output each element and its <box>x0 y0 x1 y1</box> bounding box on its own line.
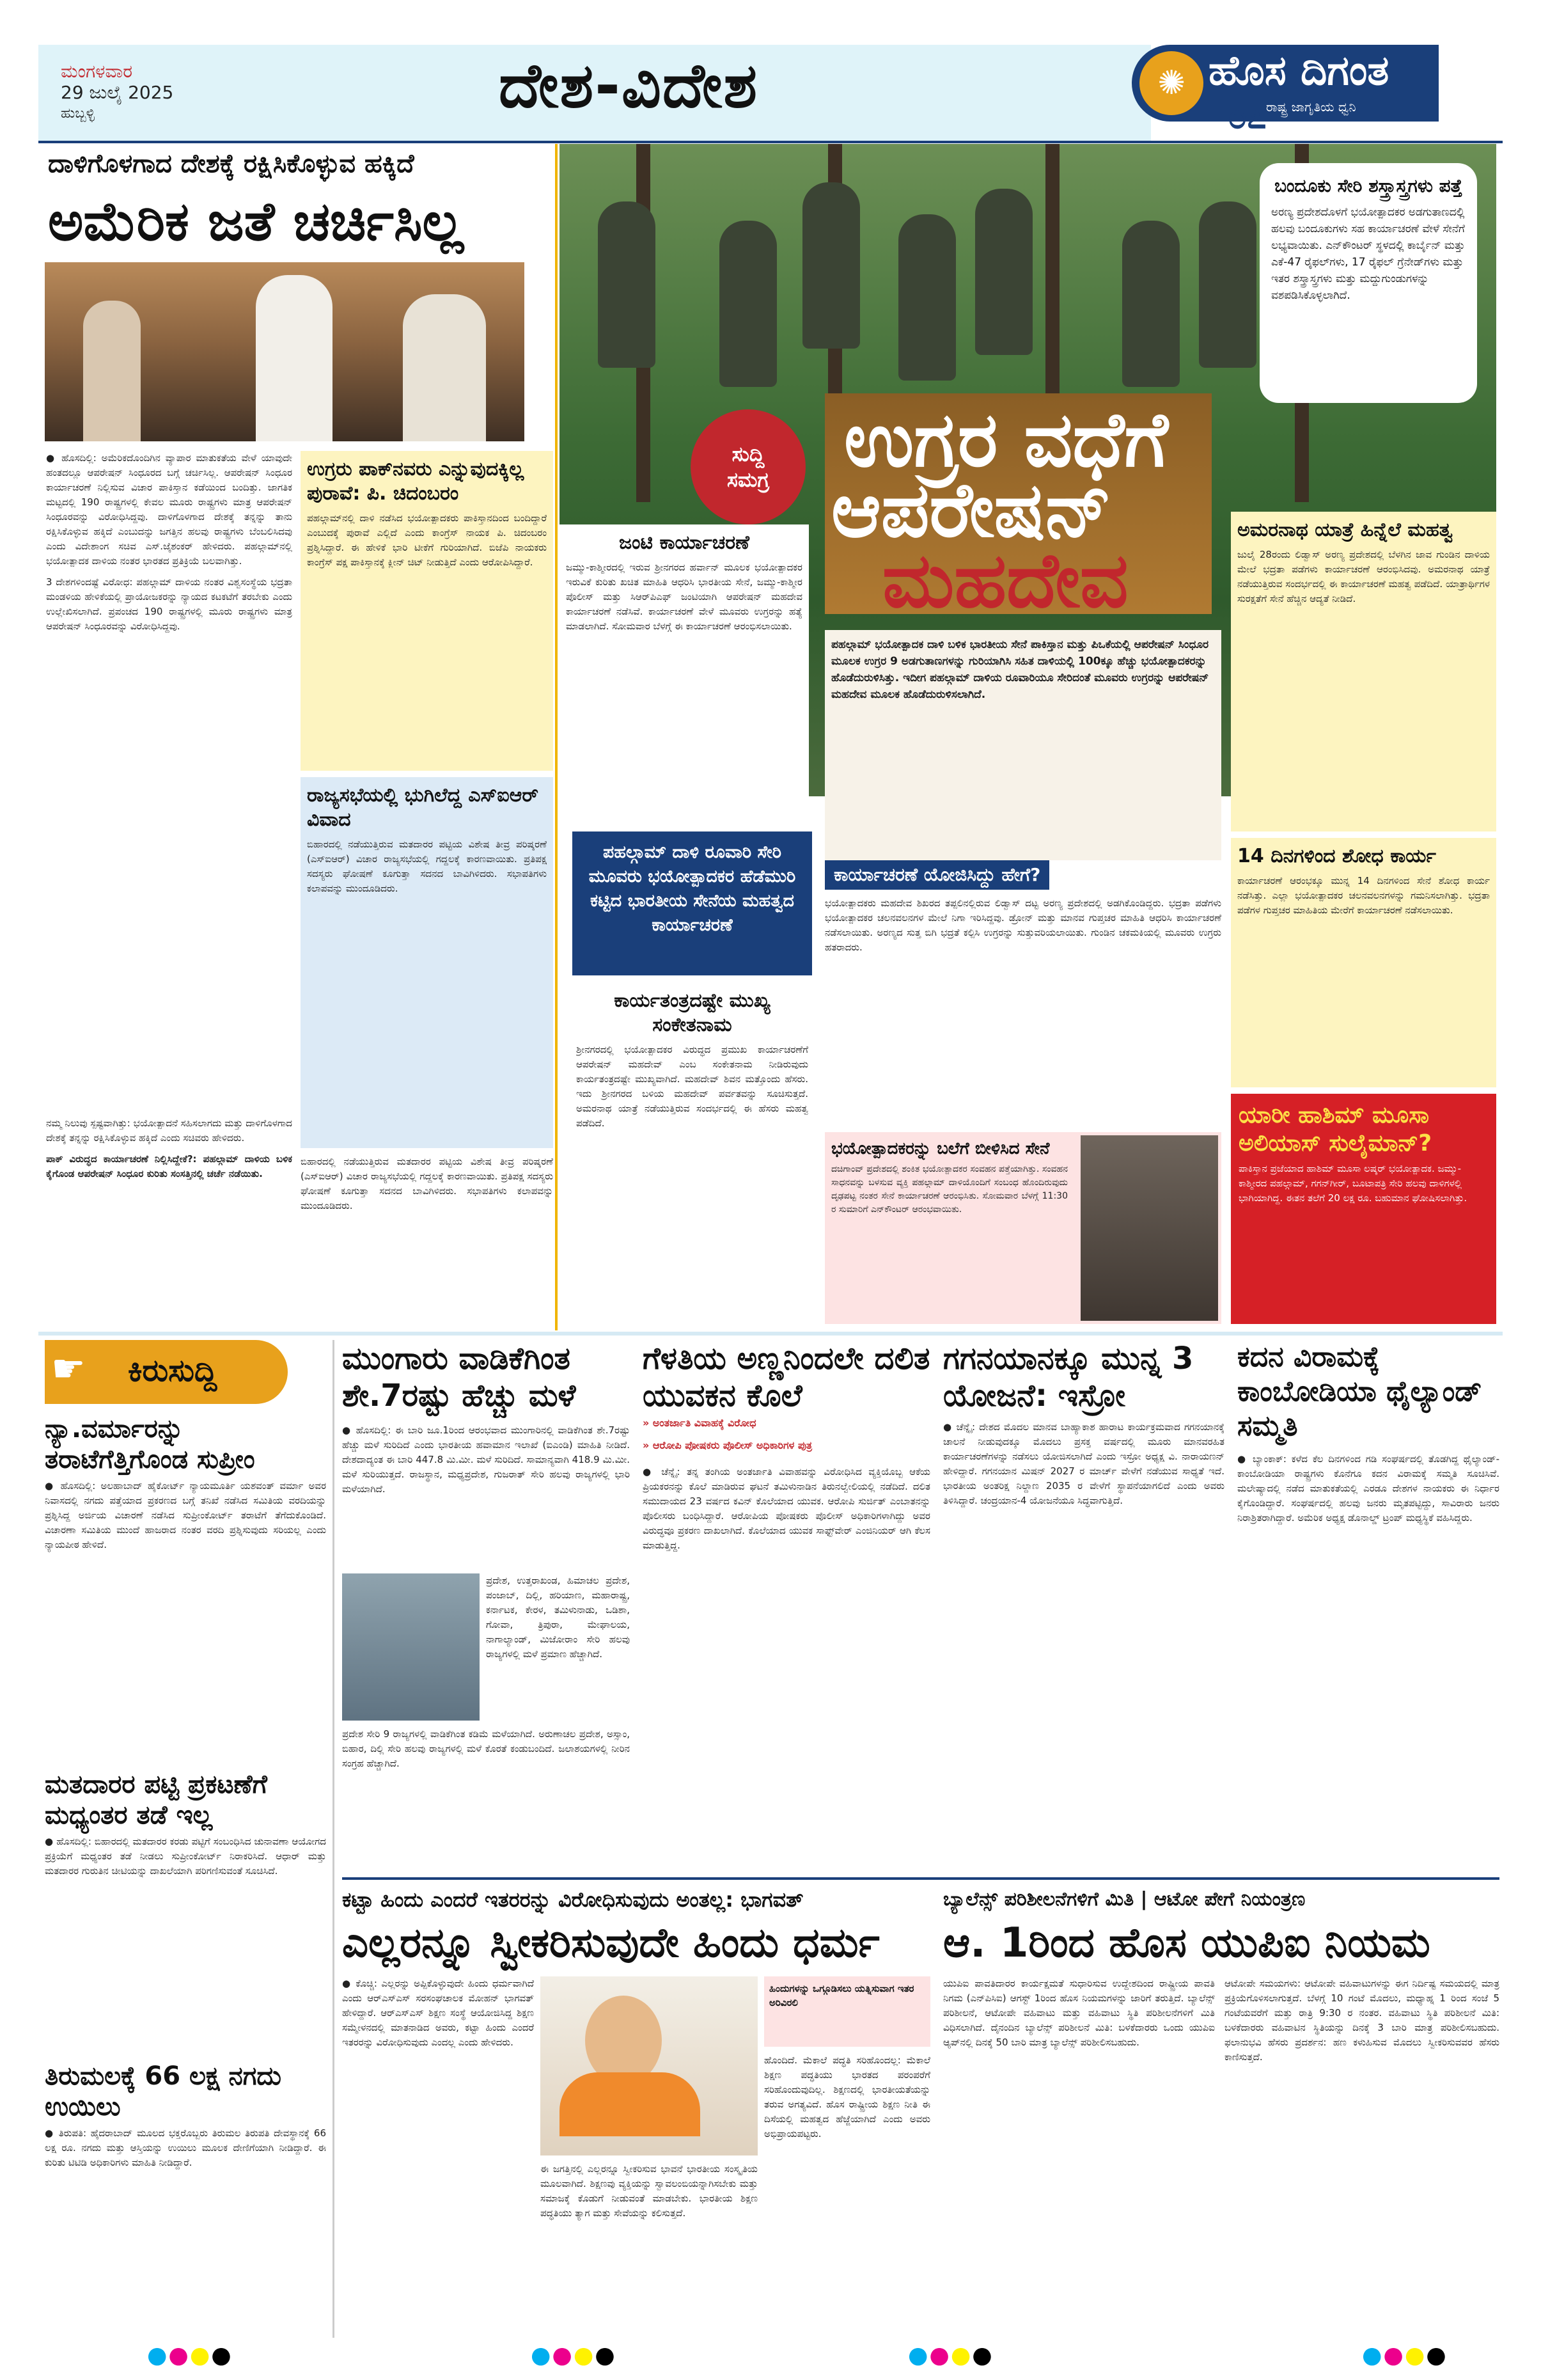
isro-headline: ಗಗನಯಾನಕ್ಕೂ ಮುನ್ನ 3 ಯೋಜನೆ: ಇಸ್ರೋ <box>943 1341 1194 1414</box>
upi-body2: ಆಟೋಪೇ ಸಮಯಗಳು: ಆಟೋಪೇ ವಹಿವಾಟುಗಳನ್ನು ಈಗ ನಿರ್ದಿಷ್ಟ ಸಮಯದಲ್ಲಿ ಮಾತ್ರ ಪ್ರಕ್ರಿಯೆಗೊಳಿಸಲಾಗುತ್ತದೆ. ಬೆಳಗ್ಗೆ 10 ಗಂಟೆ ಮೊದಲು, ಮಧ್ಯಾಹ್ನ 1 ರಿಂದ ಸಂಜೆ 5 ಗಂಟೆಯವರೆಗೆ ಮತ್ತು ರಾತ್ರಿ 9:30 ರ ನಂತರ. ವಹಿವಾಟು ಸ್ಥಿತಿ ಪರಿಶೀಲನೆ ಮಿತಿ: ಬಳಕೆದಾರರು ವಹಿವಾಟಿನ ಸ್ಥಿತಿಯನ್ನು ದಿನಕ್ಕೆ 3 ಬಾರಿ ಮಾತ್ರ ಪರಿಶೀಲಿಸಬಹುದು. ಫಲಾನುಭವಿ ಹೆಸರು ಪ್ರದರ್ಶನ: ಹಣ ಕಳುಹಿಸುವ ಮೊದಲು ಸ್ವೀಕರಿಸುವವರ ಹೆಸರು ಕಾಣಿಸುತ್ತದೆ. <box>1224 1978 1499 2063</box>
chidambaram-headline: ಉಗ್ರರು ಪಾಕ್‌ನವರು ಎನ್ನುವುದಕ್ಕಿಲ್ಲ ಪುರಾವೆ: ಪಿ. ಚಿದಂಬರಂ <box>307 458 524 505</box>
encounter-body: ದಚಿಗಾಂವ್ ಪ್ರದೇಶದಲ್ಲಿ ಶಂಕಿತ ಭಯೋತ್ಪಾದಕರ ಸಂವಹನ ಪತ್ತೆಯಾಗಿತ್ತು. ಸಂವಹನ ಸಾಧನವನ್ನು ಬಳಸುವ ವ್ಯಕ್ತಿ ಪಹಲ್ಗಾಮ್ ದಾಳಿಯೊಂದಿಗೆ ಸಂಬಂಧ ಹೊಂದಿರುವುದು ದೃಢಪಟ್ಟ ನಂತರ ಸೇನೆ ಕಾರ್ಯಾಚರಣೆ ಆರಂಭಿಸಿತು. ಸೋಮವಾರ ಬೆಳಗ್ಗೆ 11:30 ರ ಸುಮಾರಿಗೆ ಎನ್‌ಕೌಂಟರ್ ಆರಂಭವಾಯಿತು. <box>831 1164 1068 1215</box>
column-rule <box>332 1340 334 2338</box>
dalit-sub1-text: ಅಂತರ್ಜಾತಿ ವಿವಾಹಕ್ಕೆ ವಿರೋಧ <box>652 1417 756 1429</box>
amarnath-headline: ಅಮರನಾಥ ಯಾತ್ರೆ ಹಿನ್ನೆಲೆ ಮಹತ್ವ <box>1237 519 1453 541</box>
joint-op-box <box>559 524 809 831</box>
bhagwat-kicker: ಕಟ್ಟಾ ಹಿಂದು ಎಂದರೆ ಇತರರನ್ನು ವಿರೋಧಿಸುವುದು ಅಂತಲ್ಲ: ಭಾಗವತ್ <box>342 1887 804 1912</box>
kiru-s2-body: ● ಹೊಸದಿಲ್ಲಿ: ಬಿಹಾರದಲ್ಲಿ ಮತದಾರರ ಕರಡು ಪಟ್ಟಿಗೆ ಸಂಬಂಧಿಸಿದ ಚುನಾವಣಾ ಆಯೋಗದ ಪ್ರಕ್ರಿಯೆಗೆ ಮಧ್ಯಂತರ ತಡೆ ನೀಡಲು ಸುಪ್ರೀಂಕೋರ್ಟ್ ನಿರಾಕರಿಸಿದೆ. ಆಧಾರ್ ಮತ್ತು ಮತದಾರರ ಗುರುತಿನ ಚೀಟಿಯನ್ನು ದಾಖಲೆಯಾಗಿ ಪರಿಗಣಿಸುವಂತೆ ಸೂಚಿಸಿದೆ. <box>45 1836 326 1877</box>
registration-marks-4: ●●●● <box>1362 2342 1448 2368</box>
suddi-samagra-badge <box>691 409 806 524</box>
lead-body-p1: ● ಹೊಸದಿಲ್ಲಿ: ಅಮೆರಿಕದೊಂದಿಗಿನ ವ್ಯಾಪಾರ ಮಾತುಕತೆಯ ವೇಳೆ ಯಾವುದೇ ಹಂತದಲ್ಲೂ ಆಪರೇಷನ್ ಸಿಂಧೂರದ ಬಗ್ಗೆ ಚರ್ಚಿಸಿಲ್ಲ. ಆಪರೇಷನ್ ಸಿಂಧೂರ ಕಾರ್ಯಾಚರಣೆ ನಿಲ್ಲಿಸುವ ವಿಚಾರ ಪಾಕಿಸ್ತಾನ ಕಡೆಯಿಂದ ಬಂದಿತ್ತು. ಜಾಗತಿಕ ಮಟ್ಟದಲ್ಲಿ 190 ರಾಷ್ಟ್ರಗಳಲ್ಲಿ ಕೇವಲ ಮೂರು ರಾಷ್ಟ್ರಗಳು ಮಾತ್ರ ಆಪರೇಷನ್ ಸಿಂಧೂರವನ್ನು ವಿರೋಧಿಸಿದ್ದವು. ದಾಳಿಗೊಳಗಾದ ದೇಶಕ್ಕೆ ತನ್ನನ್ನು ತಾನು ರಕ್ಷಿಸಿಕೊಳ್ಳುವ ಹಕ್ಕಿದೆ ಎಂಬುದನ್ನು ಜಗತ್ತಿನ ಹಲವು ರಾಷ್ಟ್ರಗಳು ಬೆಂಬಲಿಸಿದವು ಎಂದು ವಿದೇಶಾಂಗ ಸಚಿವ ಎಸ್.ಜೈಶಂಕರ್ ಹೇಳಿದರು. ಪಹಲ್ಗಾಮ್‌ನಲ್ಲಿ ಭಯೋತ್ಪಾದಕ ದಾಳಿಯ ನಂತರ ಭಾರತದ ಪ್ರತಿಕ್ರಿಯೆ ಬಲವಾಗಿತ್ತು. <box>46 452 292 567</box>
masthead-rule <box>38 141 1503 143</box>
chidambaram-box <box>301 451 553 771</box>
dalit-sub1: » ಅಂತರ್ಜಾತಿ ವಿವಾಹಕ್ಕೆ ವಿರೋಧ <box>643 1417 756 1429</box>
hashim-body: ಪಾಕಿಸ್ತಾನ ಪ್ರಜೆಯಾದ ಹಾಶಿಮ್ ಮೂಸಾ ಲಷ್ಕರ್ ಭಯೋತ್ಪಾದಕ. ಜಮ್ಮು-ಕಾಶ್ಮೀರದ ಪಹಲ್ಗಾಮ್, ಗಗನ್‌ಗೀರ್, ಬೂಟಾಪತ್ರಿ ಸೇರಿ ಹಲವು ದಾಳಿಗಳಲ್ಲಿ ಭಾಗಿಯಾಗಿದ್ದ. ಈತನ ತಲೆಗೆ 20 ಲಕ್ಷ ರೂ. ಬಹುಮಾನ ಘೋಷಿಸಲಾಗಿತ್ತು. <box>1239 1163 1467 1204</box>
weapons-found-headline: ಬಂದೂಕು ಸೇರಿ ಶಸ್ತ್ರಾಸ್ತ್ರಗಳು ಪತ್ತೆ <box>1274 175 1462 196</box>
plan-body: ಭಯೋತ್ಪಾದಕರು ಮಹದೇವ ಶಿಖರದ ತಪ್ಪಲಿನಲ್ಲಿರುವ ಲಿಡ್ವಾಸ್ ದಟ್ಟ ಅರಣ್ಯ ಪ್ರದೇಶದಲ್ಲಿ ಅಡಗಿಕೊಂಡಿದ್ದರು. ಭದ್ರತಾ ಪಡೆಗಳು ಭಯೋತ್ಪಾದಕರ ಚಲನವಲನಗಳ ಮೇಲೆ ನಿಗಾ ಇರಿಸಿದ್ದವು. ಡ್ರೋನ್ ಮತ್ತು ಮಾನವ ಗುಪ್ತಚರ ಮಾಹಿತಿ ಆಧರಿಸಿ ಕಾರ್ಯಾಚರಣೆ ನಡೆಸಲಾಯಿತು. ಅರಣ್ಯದ ಸುತ್ತ ಬಿಗಿ ಭದ್ರತೆ ಕಲ್ಪಿಸಿ ಉಗ್ರರನ್ನು ಸುತ್ತುವರಿಯಲಾಯಿತು. ಗುಂಡಿನ ಚಕಮಕಿಯಲ್ಲಿ ಮೂವರು ಉಗ್ರರು ಹತರಾದರು. <box>825 897 1221 953</box>
kiru-s1-body: ● ಹೊಸದಿಲ್ಲಿ: ಅಲಹಾಬಾದ್ ಹೈಕೋರ್ಟ್ ನ್ಯಾಯಮೂರ್ತಿ ಯಶವಂತ್ ವರ್ಮಾ ಅವರ ನಿವಾಸದಲ್ಲಿ ನಗದು ಪತ್ತೆಯಾದ ಪ್ರಕರಣದ ಬಗ್ಗೆ ತನಿಖೆ ನಡೆಸಿದ ಸಮಿತಿಯ ವರದಿಯನ್ನು ಪ್ರಶ್ನಿಸಿದ್ದ ಅರ್ಜಿಯ ವಿಚಾರಣೆ ನಡೆಸಿದ ಸುಪ್ರೀಂಕೋರ್ಟ್ ತರಾಟೆಗೆ ತೆಗೆದುಕೊಂಡಿದೆ. ವಿಚಾರಣಾ ಸಮಿತಿಯ ಮುಂದೆ ಹಾಜರಾದ ನಂತರ ವರದಿ ಪ್ರಶ್ನಿಸುವುದು ಸರಿಯಲ್ಲ ಎಂದು ನ್ಯಾಯಪೀಠ ಹೇಳಿದೆ. <box>45 1480 326 1550</box>
bhagwat-body3: ಹೊಂದಿದೆ. ಮೆಕಾಲೆ ಪದ್ಧತಿ ಸರಿಹೊಂದಲ್ಲ: ಮೆಕಾಲೆ ಶಿಕ್ಷಣ ಪದ್ಧತಿಯು ಭಾರತದ ಪರಂಪರೆಗೆ ಸರಿಹೊಂದುವುದಿಲ್ಲ. ಶಿಕ್ಷಣದಲ್ಲಿ ಭಾರತೀಯತೆಯನ್ನು ತರುವ ಅಗತ್ಯವಿದೆ. ಹೊಸ ರಾಷ್ಟ್ರೀಯ ಶಿಕ್ಷಣ ನೀತಿ ಈ ದಿಸೆಯಲ್ಲಿ ಮಹತ್ವದ ಹೆಜ್ಜೆಯಾಗಿದೆ ಎಂದು ಅವರು ಅಭಿಪ್ರಾಯಪಟ್ಟರು. <box>764 2054 930 2140</box>
monsoon-body3: ಪ್ರದೇಶ ಸೇರಿ 9 ರಾಜ್ಯಗಳಲ್ಲಿ ವಾಡಿಕೆಗಿಂತ ಕಡಿಮೆ ಮಳೆಯಾಗಿದೆ. ಅರುಣಾಚಲ ಪ್ರದೇಶ, ಅಸ್ಸಾಂ, ಬಿಹಾರ, ದಿಲ್ಲಿ ಸೇರಿ ಹಲವು ರಾಜ್ಯಗಳಲ್ಲಿ ಮಳೆ ಕೊರತೆ ಕಂಡುಬಂದಿದೆ. ಜಲಾಶಯಗಳಲ್ಲಿ ನೀರಿನ ಸಂಗ್ರಹ ಹೆಚ್ಚಾಗಿದೆ. <box>342 1728 630 1769</box>
hero-title-line3: ಮಹದೇವ <box>882 536 1129 624</box>
monsoon-body2: ಪ್ರದೇಶ, ಉತ್ತರಾಖಂಡ, ಹಿಮಾಚಲ ಪ್ರದೇಶ, ಪಂಜಾಬ್, ದಿಲ್ಲಿ, ಹರಿಯಾಣ, ಮಹಾರಾಷ್ಟ್ರ, ಕರ್ನಾಟಕ, ಕೇರಳ, ತಮಿಳುನಾಡು, ಒಡಿಶಾ, ಗೋವಾ, ತ್ರಿಪುರಾ, ಮೇಘಾಲಯ, ನಾಗಾಲ್ಯಾಂಡ್, ಮಿಜೋರಾಂ ಸೇರಿ ಹಲವು ರಾಜ್ಯಗಳಲ್ಲಿ ಮಳೆ ಪ್ರಮಾಣ ಹೆಚ್ಚಾಗಿದೆ. <box>486 1575 630 1660</box>
bhagwat-photo <box>540 1976 758 2155</box>
dalit-sub2: » ಆರೋಪಿ ಪೋಷಕರು ಪೊಲೀಸ್ ಅಧಿಕಾರಿಗಳ ಪುತ್ರ <box>643 1439 813 1451</box>
amarnath-body: ಜುಲೈ 28ರಂದು ಲಿಡ್ವಾಸ್ ಅರಣ್ಯ ಪ್ರದೇಶದಲ್ಲಿ ಬೆಳಗಿನ ಜಾವ ಗುಂಡಿನ ದಾಳಿಯ ಮೇಲೆ ಭದ್ರತಾ ಪಡೆಗಳು ಕಾರ್ಯಾಚರಣೆ ಆರಂಭಿಸಿದವು. ಅಮರನಾಥ ಯಾತ್ರೆ ನಡೆಯುತ್ತಿರುವ ಸಂದರ್ಭದಲ್ಲಿ ಈ ಕಾರ್ಯಾಚರಣೆ ಮಹತ್ವ ಪಡೆದಿದೆ. ಯಾತ್ರಾರ್ಥಿಗಳ ಸುರಕ್ಷತೆಗೆ ಸೇನೆ ಹೆಚ್ಚಿನ ಆದ್ಯತೆ ನೀಡಿದೆ. <box>1237 549 1490 604</box>
arrest-photo <box>1081 1135 1218 1321</box>
lead-body-p4: ಪಾಕ್ ವಿರುದ್ಧದ ಕಾರ್ಯಾಚರಣೆ ನಿಲ್ಲಿಸಿದ್ದೇಕೆ?: ಪಹಲ್ಗಾಮ್ ದಾಳಿಯ ಬಳಿಕ ಕೈಗೊಂಡ ಆಪರೇಷನ್ ಸಿಂಧೂರ ಕುರಿತು ಸಂಸತ್ತಿನಲ್ಲಿ ಚರ್ಚೆ ನಡೆಯಿತು. <box>46 1153 292 1179</box>
rajyasabha-body: ಬಿಹಾರದಲ್ಲಿ ನಡೆಯುತ್ತಿರುವ ಮತದಾರರ ಪಟ್ಟಿಯ ವಿಶೇಷ ತೀವ್ರ ಪರಿಷ್ಕರಣೆ (ಎಸ್‌ಐಆರ್) ವಿಚಾರ ರಾಜ್ಯಸಭೆಯಲ್ಲಿ ಗದ್ದಲಕ್ಕೆ ಕಾರಣವಾಯಿತು. ಪ್ರತಿಪಕ್ಷ ಸದಸ್ಯರು ಘೋಷಣೆ ಕೂಗುತ್ತಾ ಸದನದ ಬಾವಿಗಿಳಿದರು. ಸಭಾಪತಿಗಳು ಕಲಾಪವನ್ನು ಮುಂದೂಡಿದರು. <box>307 839 547 894</box>
fourteen-days-body: ಕಾರ್ಯಾಚರಣೆ ಆರಂಭಕ್ಕೂ ಮುನ್ನ 14 ದಿನಗಳಿಂದ ಸೇನೆ ಶೋಧ ಕಾರ್ಯ ನಡೆಸಿತ್ತು. ಎಲ್ಲಾ ಭಯೋತ್ಪಾದಕರ ಚಲನವಲನಗಳನ್ನು ಗಮನಿಸಲಾಗಿತ್ತು. ಭದ್ರತಾ ಪಡೆಗಳ ಗುಪ್ತಚರ ಮಾಹಿತಿಯ ಮೇರೆಗೆ ಕಾರ್ಯಾಚರಣೆ ನಡೆಸಲಾಯಿತು. <box>1237 875 1490 916</box>
thailand-body: ● ಬ್ಯಾಂಕಾಕ್: ಕಳೆದ ಕೆಲ ದಿನಗಳಿಂದ ಗಡಿ ಸಂಘರ್ಷದಲ್ಲಿ ತೊಡಗಿದ್ದ ಥೈಲ್ಯಾಂಡ್-ಕಾಂಬೋಡಿಯಾ ರಾಷ್ಟ್ರಗಳು ಕೊನೆಗೂ ಕದನ ವಿರಾಮಕ್ಕೆ ಸಮ್ಮತಿ ಸೂಚಿಸಿವೆ. ಮಲೇಷ್ಯಾದಲ್ಲಿ ನಡೆದ ಮಾತುಕತೆಯಲ್ಲಿ ಎರಡೂ ದೇಶಗಳ ನಾಯಕರು ಈ ನಿರ್ಧಾರ ಕೈಗೊಂಡಿದ್ದಾರೆ. ಸಂಘರ್ಷದಲ್ಲಿ ಹಲವು ಜನರು ಮೃತಪಟ್ಟಿದ್ದು, ಸಾವಿರಾರು ಜನರು ನಿರಾಶ್ರಿತರಾಗಿದ್ದಾರೆ. ಅಮೆರಿಕ ಅಧ್ಯಕ್ಷ ಡೊನಾಲ್ಡ್ ಟ್ರಂಪ್ ಮಧ್ಯಸ್ಥಿಕೆ ವಹಿಸಿದ್ದರು. <box>1237 1453 1499 1524</box>
fourteen-days-box <box>1231 838 1496 1087</box>
section-rule <box>38 1332 1503 1336</box>
hero-title-line2: ಆಪರೇಷನ್ <box>831 466 1112 554</box>
registration-marks-1: ●●●● <box>147 2342 233 2368</box>
upi-kicker: ಬ್ಯಾಲೆನ್ಸ್ ಪರಿಶೀಲನೆಗಳಿಗೆ ಮಿತಿ | ಆಟೋ ಪೇಗೆ ನಿಯಂತ್ರಣ <box>943 1888 1306 1911</box>
masthead-date: 29 ಜುಲೈ 2025 <box>61 82 174 103</box>
joint-op-body: ಜಮ್ಮು-ಕಾಶ್ಮೀರದಲ್ಲಿ ಇರುವ ಶ್ರೀನಗರದ ಹರ್ವಾನ್ ಮೂಲಕ ಭಯೋತ್ಪಾದಕರ ಇರುವಿಕೆ ಕುರಿತು ಖಚಿತ ಮಾಹಿತಿ ಆಧರಿಸಿ ಭಾರತೀಯ ಸೇನೆ, ಜಮ್ಮು-ಕಾಶ್ಮೀರ ಪೊಲೀಸ್ ಮತ್ತು ಸಿಆರ್‌ಪಿಎಫ್ ಜಂಟಿಯಾಗಿ ಆಪರೇಷನ್ ಮಹದೇವ ಕಾರ್ಯಾಚರಣೆ ನಡೆಸಿವೆ. ಕಾರ್ಯಾಚರಣೆ ವೇಳೆ ಮೂವರು ಉಗ್ರರನ್ನು ಹತ್ಯೆ ಮಾಡಲಾಗಿದೆ. ಸೋಮವಾರ ಬೆಳಗ್ಗೆ ಈ ಕಾರ್ಯಾಚರಣೆ ಆರಂಭಿಸಲಾಯಿತು. <box>566 562 802 632</box>
bhagwat-headline: ಎಲ್ಲರನ್ನೂ ಸ್ವೀಕರಿಸುವುದೇ ಹಿಂದು ಧರ್ಮ <box>342 1919 880 1967</box>
tactics-headline: ಕಾರ್ಯತಂತ್ರದಷ್ಟೇ ಮುಖ್ಯ ಸಂಕೇತನಾಮ <box>614 989 770 1036</box>
dalit-sub2-text: ಆರೋಪಿ ಪೋಷಕರು ಪೊಲೀಸ್ ಅಧಿಕಾರಿಗಳ ಪುತ್ರ <box>652 1439 813 1451</box>
masthead-dateline <box>61 61 173 124</box>
joint-op-headline: ಜಂಟಿ ಕಾರ್ಯಾಚರಣೆ <box>618 532 750 554</box>
tactics-box <box>572 985 812 1324</box>
upi-headline: ಆ. 1ರಿಂದ ಹೊಸ ಯುಪಿಐ ನಿಯಮ <box>943 1919 1430 1967</box>
kiru-column <box>45 1414 326 2335</box>
bhagwat-note: ಹಿಂದುಗಳನ್ನು ಒಗ್ಗೂಡಿಸಲು ಯತ್ನಿಸುವಾಗ ಇತರ ಅರಿವಿರಲಿ <box>764 1976 930 2047</box>
kiru-s1-headline: ನ್ಯಾ.ವರ್ಮಾರನ್ನು ತರಾಟೆಗೆತ್ತಿಗೊಂಡ ಸುಪ್ರೀಂ <box>45 1414 255 1474</box>
plan-tag: ಕಾರ್ಯಾಚರಣೆ ಯೋಜಿಸಿದ್ದು ಹೇಗೆ? <box>825 860 1049 890</box>
monsoon-body1: ● ಹೊಸದಿಲ್ಲಿ: ಈ ಬಾರಿ ಜೂ.1ರಿಂದ ಆರಂಭವಾದ ಮುಂಗಾರಿನಲ್ಲಿ ವಾಡಿಕೆಗಿಂತ ಶೇ.7ರಷ್ಟು ಹೆಚ್ಚು ಮಳೆ ಸುರಿದಿದೆ ಎಂದು ಭಾರತೀಯ ಹವಾಮಾನ ಇಲಾಖೆ (ಐಎಂಡಿ) ಮಾಹಿತಿ ನೀಡಿದೆ. ದೇಶದಾದ್ಯಂತ ಈ ಬಾರಿ 447.8 ಮಿ.ಮೀ. ಮಳೆ ಸುರಿದಿದೆ. ಸಾಮಾನ್ಯವಾಗಿ 418.9 ಮಿ.ಮೀ. ಮಳೆ ಸುರಿಯುತ್ತದೆ. ರಾಜಸ್ಥಾನ, ಮಧ್ಯಪ್ರದೇಶ, ಗುಜರಾತ್ ಸೇರಿ ಹಲವು ರಾಜ್ಯಗಳಲ್ಲಿ ಭಾರಿ ಮಳೆಯಾಗಿದೆ. <box>342 1424 630 1495</box>
bottom-rule <box>342 1877 1499 1880</box>
lead-kicker: ದಾಳಿಗೊಳಗಾದ ದೇಶಕ್ಕೆ ರಕ್ಷಿಸಿಕೊಳ್ಳುವ ಹಕ್ಕಿದೆ <box>48 149 414 178</box>
thailand-headline: ಕದನ ವಿರಾಮಕ್ಕೆ ಕಾಂಬೋಡಿಯಾ ಥೈಲ್ಯಾಂಡ್ ಸಮ್ಮತಿ <box>1237 1341 1482 1442</box>
bhagwat-body2: ಈ ಜಗತ್ತಿನಲ್ಲಿ ಎಲ್ಲರನ್ನೂ ಸ್ವೀಕರಿಸುವ ಭಾವನೆ ಭಾರತೀಯ ಸಂಸ್ಕೃತಿಯ ಮೂಲವಾಗಿದೆ. ಶಿಕ್ಷಣವು ವ್ಯಕ್ತಿಯನ್ನು ಸ್ವಾವಲಂಬಿಯನ್ನಾಗಿಸಬೇಕು ಮತ್ತು ಸಮಾಜಕ್ಕೆ ಕೊಡುಗೆ ನೀಡುವಂತೆ ಮಾಡಬೇಕು. ಭಾರತೀಯ ಶಿಕ್ಷಣ ಪದ್ಧತಿಯು ತ್ಯಾಗ ಮತ್ತು ಸೇವೆಯನ್ನು ಕಲಿಸುತ್ತದೆ. <box>540 2163 758 2219</box>
hero-title-line1: ಉಗ್ರರ ವಧೆಗೆ <box>844 395 1168 484</box>
lead-body-p2: 3 ದೇಶಗಳಿಂದಷ್ಟೆ ವಿರೋಧ: ಪಹಲ್ಗಾಮ್ ದಾಳಿಯ ನಂತರ ವಿಶ್ವಸಂಸ್ಥೆಯ ಭದ್ರತಾ ಮಂಡಳಿಯ ಹೇಳಿಕೆಯಲ್ಲಿ ಪ್ರಾಯೋಜಕರನ್ನು ನ್ಯಾಯದ ಕಟಕಟೆಗೆ ತರಬೇಕು ಎಂದು ಉಲ್ಲೇಖಿಸಲಾಗಿದೆ. ಪ್ರಪಂಚದ 190 ರಾಷ್ಟ್ರಗಳಲ್ಲಿ ಮೂರು ರಾಷ್ಟ್ರಗಳು ಮಾತ್ರ ಆಪರೇಷನ್ ಸಿಂಧೂರವನ್ನು ವಿರೋಧಿಸಿದ್ದವು. <box>46 576 292 632</box>
operation-summary: ಪಹಲ್ಗಾಮ್ ಭಯೋತ್ಪಾದಕ ದಾಳಿ ಬಳಿಕ ಭಾರತೀಯ ಸೇನೆ ಪಾಕಿಸ್ತಾನ ಮತ್ತು ಪಿಒಕೆಯಲ್ಲಿ ಆಪರೇಷನ್ ಸಿಂಧೂರ ಮೂಲಕ ಉಗ್ರರ 9 ಅಡಗುತಾಣಗಳನ್ನು ಗುರಿಯಾಗಿಸಿ ಸಹಿತ ದಾಳಿಯಲ್ಲಿ 100ಕ್ಕೂ ಹೆಚ್ಚು ಭಯೋತ್ಪಾದಕರನ್ನು ಹೊಡೆದುರುಳಿಸಿತ್ತು. ಇದೀಗ ಪಹಲ್ಗಾಮ್ ದಾಳಿಯ ರೂವಾರಿಯೂ ಸೇರಿದಂತೆ ಮೂವರು ಉಗ್ರರನ್ನು ಆಪರೇಷನ್ ಮಹದೇವ ಮೂಲಕ ಹೊಡೆದುರುಳಿಸಲಾಗಿದೆ. <box>825 630 1221 860</box>
isro-body: ● ಚೆನ್ನೈ: ದೇಶದ ಮೊದಲ ಮಾನವ ಬಾಹ್ಯಾಕಾಶ ಹಾರಾಟ ಕಾರ್ಯಕ್ರಮವಾದ ಗಗನಯಾನಕ್ಕೆ ಚಾಲನೆ ನೀಡುವುದಕ್ಕೂ ಮೊದಲು ಪ್ರಸಕ್ತ ವರ್ಷದಲ್ಲಿ ಮೂರು ಮಾನವರಹಿತ ಕಾರ್ಯಾಚರಣೆಗಳನ್ನು ನಡೆಸಲು ಯೋಜಿಸಲಾಗಿದೆ ಎಂದು ಇಸ್ರೋ ಅಧ್ಯಕ್ಷ ವಿ. ನಾರಾಯಣನ್ ಹೇಳಿದ್ದಾರೆ. ಗಗನಯಾನ ಮಿಷನ್ 2027 ರ ಮಾರ್ಚ್ ವೇಳೆಗೆ ನಡೆಯುವ ಸಾಧ್ಯತೆ ಇದೆ. ಭಾರತೀಯ ಅಂತರಿಕ್ಷ ನಿಲ್ದಾಣ 2035 ರ ವೇಳೆಗೆ ಸ್ಥಾಪನೆಯಾಗಲಿದೆ ಎಂದು ಅವರು ತಿಳಿಸಿದ್ದಾರೆ. ಚಂದ್ರಯಾನ-4 ಯೋಜನೆಯೂ ಸಿದ್ಧವಾಗುತ್ತಿದೆ. <box>943 1421 1224 1506</box>
monsoon-headline: ಮುಂಗಾರು ವಾಡಿಕೆಗಿಂತ ಶೇ.7ರಷ್ಟು ಹೆಚ್ಚು ಮಳೆ <box>342 1341 576 1414</box>
rajyasabha-body-cont: ಬಿಹಾರದಲ್ಲಿ ನಡೆಯುತ್ತಿರುವ ಮತದಾರರ ಪಟ್ಟಿಯ ವಿಶೇಷ ತೀವ್ರ ಪರಿಷ್ಕರಣೆ (ಎಸ್‌ಐಆರ್) ವಿಚಾರ ರಾಜ್ಯಸಭೆಯಲ್ಲಿ ಗದ್ದಲಕ್ಕೆ ಕಾರಣವಾಯಿತು. ಪ್ರತಿಪಕ್ಷ ಸದಸ್ಯರು ಘೋಷಣೆ ಕೂಗುತ್ತಾ ಸದನದ ಬಾವಿಗಿಳಿದರು. ಸಭಾಪತಿಗಳು ಕಲಾಪವನ್ನು ಮುಂದೂಡಿದರು. <box>301 1156 553 1211</box>
badge-line1: ಸುದ್ದಿ <box>731 442 765 466</box>
hashim-box <box>1231 1094 1496 1324</box>
brand-logo-icon: ✺ <box>1139 51 1203 115</box>
registration-marks-2: ●●●● <box>531 2342 616 2368</box>
lead-headline: ಅಮೆರಿಕ ಜತೆ ಚರ್ಚಿಸಿಲ್ಲ <box>48 190 464 253</box>
parliament-photo <box>45 262 524 441</box>
tactics-body: ಶ್ರೀನಗರದಲ್ಲಿ ಭಯೋತ್ಪಾದಕರ ವಿರುದ್ಧದ ಪ್ರಮುಖ ಕಾರ್ಯಾಚರಣೆಗೆ ಆಪರೇಷನ್ ಮಹದೇವ್ ಎಂಬ ಸಂಕೇತನಾಮ ನೀಡಿರುವುದು ಕಾರ್ಯತಂತ್ರದಷ್ಟೇ ಮುಖ್ಯವಾಗಿದೆ. ಮಹದೇವ್ ಶಿವನ ಮತ್ತೊಂದು ಹೆಸರು. ಇದು ಶ್ರೀನಗರದ ಬಳಿಯ ಮಹದೇವ್ ಪರ್ವತವನ್ನು ಸೂಚಿಸುತ್ತದೆ. ಅಮರನಾಥ ಯಾತ್ರೆ ನಡೆಯುತ್ತಿರುವ ಸಂದರ್ಭದಲ್ಲಿ ಈ ಹೆಸರು ಮಹತ್ವ ಪಡೆದಿದೆ. <box>576 1044 808 1129</box>
hero-border <box>555 144 558 1330</box>
encounter-headline: ಭಯೋತ್ಪಾದಕರನ್ನು ಬಲೆಗೆ ಬೀಳಿಸಿದ ಸೇನೆ <box>831 1139 1050 1158</box>
amarnath-box <box>1231 512 1496 831</box>
hashim-headline: ಯಾರೀ ಹಾಶಿಮ್ ಮೂಸಾ ಅಲಿಯಾಸ್ ಸುಲೈಮಾನ್? <box>1239 1102 1432 1156</box>
weapons-found-body: ಅರಣ್ಯ ಪ್ರದೇಶದೊಳಗೆ ಭಯೋತ್ಪಾದಕರ ಅಡಗುತಾಣದಲ್ಲಿ ಹಲವು ಬಂದೂಕುಗಳು ಸಹ ಕಾರ್ಯಾಚರಣೆ ವೇಳೆ ಸೇನೆಗೆ ಲಭ್ಯವಾಯಿತು. ಎನ್‌ಕೌಂಟರ್ ಸ್ಥಳದಲ್ಲಿ ಕಾರ್ಬೈನ್ ಮತ್ತು ಎಕೆ-47 ರೈಫಲ್‌ಗಳು, 17 ರೈಫಲ್ ಗ್ರೆನೇಡ್‌ಗಳು ಮತ್ತು ಇತರ ಶಸ್ತ್ರಾಸ್ತ್ರಗಳು ಮತ್ತು ಮದ್ದುಗುಂಡುಗಳನ್ನು ವಶಪಡಿಸಿಕೊಳ್ಳಲಾಗಿದೆ. <box>1271 206 1465 302</box>
kiru-s3-body: ● ತಿರುಪತಿ: ಹೈದರಾಬಾದ್ ಮೂಲದ ಭಕ್ತರೊಬ್ಬರು ತಿರುಮಲ ತಿರುಪತಿ ದೇವಸ್ಥಾನಕ್ಕೆ 66 ಲಕ್ಷ ರೂ. ನಗದು ಮತ್ತು ಆಸ್ತಿಯನ್ನು ಉಯಿಲು ಮೂಲಕ ದೇಣಿಗೆಯಾಗಿ ನೀಡಿದ್ದಾರೆ. ಈ ಕುರಿತು ಟಿಟಿಡಿ ಅಧಿಕಾರಿಗಳು ಮಾಹಿತಿ ನೀಡಿದ್ದಾರೆ. <box>45 2127 326 2168</box>
kiru-suddi-label: ಕಿರುಸುದ್ದಿ <box>128 1353 217 1389</box>
masthead-day: ಮಂಗಳವಾರ <box>61 61 133 82</box>
rajyasabha-headline: ರಾಜ್ಯಸಭೆಯಲ್ಲಿ ಭುಗಿಲೆದ್ದ ಎಸ್‌ಐಆರ್ ವಿವಾದ <box>307 784 539 831</box>
section-title: ದೇಶ-ವಿದೇಶ <box>499 50 758 122</box>
masthead-city: ಹುಬ್ಬಳ್ಳಿ <box>61 106 95 122</box>
dalit-body: ● ಚೆನ್ನೈ: ತನ್ನ ತಂಗಿಯ ಅಂತರ್ಜಾತಿ ವಿವಾಹವನ್ನು ವಿರೋಧಿಸಿದ ವ್ಯಕ್ತಿಯೊಬ್ಬ ಆಕೆಯ ಪ್ರಿಯಕರನನ್ನು ಕೊಲೆ ಮಾಡಿರುವ ಘಟನೆ ತಮಿಳುನಾಡಿನ ತಿರುನಲ್ವೇಲಿಯಲ್ಲಿ ನಡೆದಿದೆ. ದಲಿತ ಸಮುದಾಯದ 23 ವರ್ಷದ ಕವಿನ್ ಕೊಲೆಯಾದ ಯುವಕ. ಆರೋಪಿ ಸುರ್ಜಿತ್ ಎಂಬಾತನನ್ನು ಪೊಲೀಸರು ಬಂಧಿಸಿದ್ದಾರೆ. ಆರೋಪಿಯ ಪೋಷಕರು ಪೊಲೀಸ್ ಅಧಿಕಾರಿಗಳಾಗಿದ್ದು ಅವರ ವಿರುದ್ಧವೂ ಪ್ರಕರಣ ದಾಖಲಾಗಿದೆ. ಕೊಲೆಯಾದ ಯುವಕ ಸಾಫ್ಟ್‌ವೇರ್ ಎಂಜಿನಿಯರ್ ಆಗಿ ಕೆಲಸ ಮಾಡುತ್ತಿದ್ದ. <box>643 1466 930 1551</box>
rain-photo <box>342 1573 480 1721</box>
kiru-s2-headline: ಮತದಾರರ ಪಟ್ಟಿ ಪ್ರಕಟಣೆಗೆ ಮಧ್ಯಂತರ ತಡೆ ಇಲ್ಲ <box>45 1770 267 1830</box>
brand-name: ಹೊಸ ದಿಗಂತ <box>1209 47 1389 95</box>
lead-body-col1b <box>46 1116 292 1327</box>
registration-marks-3: ●●●● <box>908 2342 994 2368</box>
chidambaram-body: ಪಹಲ್ಗಾಮ್‌ನಲ್ಲಿ ದಾಳಿ ನಡೆಸಿದ ಭಯೋತ್ಪಾದಕರು ಪಾಕಿಸ್ತಾನದಿಂದ ಬಂದಿದ್ದಾರೆ ಎಂಬುದಕ್ಕೆ ಪುರಾವೆ ಎಲ್ಲಿದೆ ಎಂದು ಕಾಂಗ್ರೆಸ್ ನಾಯಕ ಪಿ. ಚಿದಂಬರಂ ಪ್ರಶ್ನಿಸಿದ್ದಾರೆ. ಈ ಹೇಳಿಕೆ ಭಾರಿ ಟೀಕೆಗೆ ಗುರಿಯಾಗಿದೆ. ಬಿಜೆಪಿ ನಾಯಕರು ಕಾಂಗ್ರೆಸ್ ಪಕ್ಷ ಪಾಕಿಸ್ತಾನಕ್ಕೆ ಕ್ಲೀನ್ ಚಿಟ್ ನೀಡುತ್ತಿದೆ ಎಂದು ಆರೋಪಿಸಿದ್ದಾರೆ. <box>307 512 547 568</box>
dalit-headline: ಗೆಳತಿಯ ಅಣ್ಣನಿಂದಲೇ ದಲಿತ ಯುವಕನ ಕೊಲೆ <box>643 1341 930 1414</box>
weapons-found-box <box>1260 163 1477 403</box>
brand-tagline: ರಾಷ್ಟ್ರ ಜಾಗೃತಿಯ ಧ್ವನಿ <box>1266 99 1356 114</box>
page-number: ೦೭ <box>1228 96 1267 136</box>
lead-body-p3: ನಮ್ಮ ನಿಲುವು ಸ್ಪಷ್ಟವಾಗಿತ್ತು: ಭಯೋತ್ಪಾದನೆ ಸಹಿಸಲಾಗದು ಮತ್ತು ದಾಳಿಗೊಳಗಾದ ದೇಶಕ್ಕೆ ತನ್ನನ್ನು ರಕ್ಷಿಸಿಕೊಳ್ಳುವ ಹಕ್ಕಿದೆ ಎಂದು ಸಚಿವರು ಹೇಳಿದರು. <box>46 1117 292 1144</box>
pahalgam-blue-box: ಪಹಲ್ಗಾಮ್ ದಾಳಿ ರೂವಾರಿ ಸೇರಿ ಮೂವರು ಭಯೋತ್ಪಾದಕರ ಹೆಡೆಮುರಿ ಕಟ್ಟಿದ ಭಾರತೀಯ ಸೇನೆಯ ಮಹತ್ವದ ಕಾರ್ಯಾಚರಣೆ <box>572 831 812 975</box>
rajyasabha-box <box>301 777 553 1148</box>
kiru-s3-headline: ತಿರುಮಲಕ್ಕೆ 66 ಲಕ್ಷ ನಗದು ಉಯಿಲು <box>45 2061 281 2122</box>
bhagwat-body1: ● ಕೊಚ್ಚಿ: ಎಲ್ಲರನ್ನು ಅಪ್ಪಿಕೊಳ್ಳುವುದೇ ಹಿಂದು ಧರ್ಮವಾಗಿದೆ ಎಂದು ಆರ್‌ಎಸ್‌ಎಸ್ ಸರಸಂಘಚಾಲಕ ಮೋಹನ್ ಭಾಗವತ್ ಹೇಳಿದ್ದಾರೆ. ಆರ್‌ಎಸ್‌ಎಸ್ ಶಿಕ್ಷಣ ಸಂಸ್ಥೆ ಆಯೋಜಿಸಿದ್ದ ಶಿಕ್ಷಣ ಸಮ್ಮೇಳನದಲ್ಲಿ ಮಾತನಾಡಿದ ಅವರು, ಕಟ್ಟಾ ಹಿಂದು ಎಂದರೆ ಇತರರನ್ನು ವಿರೋಧಿಸುವುದು ಎಂದಲ್ಲ ಎಂದು ಹೇಳಿದರು. <box>342 1978 534 2048</box>
badge-line2: ಸಮಗ್ರ <box>726 468 770 492</box>
lead-body-col1 <box>46 451 292 1116</box>
fourteen-days-headline: 14 ದಿನಗಳಿಂದ ಶೋಧ ಕಾರ್ಯ <box>1237 845 1436 867</box>
plan-box <box>825 860 1221 1129</box>
upi-body1: ಯುಪಿಐ ಪಾವತಿದಾರರ ಕಾರ್ಯಕ್ಷಮತೆ ಸುಧಾರಿಸುವ ಉದ್ದೇಶದಿಂದ ರಾಷ್ಟ್ರೀಯ ಪಾವತಿ ನಿಗಮ (ಎನ್‌ಪಿಸಿಐ) ಆಗಸ್ಟ್ 1ರಿಂದ ಹೊಸ ನಿಯಮಗಳನ್ನು ಜಾರಿಗೆ ತರುತ್ತಿದೆ. ಬ್ಯಾಲೆನ್ಸ್ ಪರಿಶೀಲನೆ, ಆಟೋಪೇ ವಹಿವಾಟು ಮತ್ತು ವಹಿವಾಟು ಸ್ಥಿತಿ ಪರಿಶೀಲನೆಗಳಿಗೆ ಮಿತಿ ವಿಧಿಸಲಾಗಿದೆ. ದೈನಂದಿನ ಬ್ಯಾಲೆನ್ಸ್ ಪರಿಶೀಲನೆ ಮಿತಿ: ಬಳಕೆದಾರರು ಒಂದು ಯುಪಿಐ ಆ್ಯಪ್‌ನಲ್ಲಿ ದಿನಕ್ಕೆ 50 ಬಾರಿ ಮಾತ್ರ ಬ್ಯಾಲೆನ್ಸ್ ಪರಿಶೀಲಿಸಬಹುದು. <box>943 1978 1215 2048</box>
hand-pointer-icon: ☛ <box>51 1346 86 1391</box>
